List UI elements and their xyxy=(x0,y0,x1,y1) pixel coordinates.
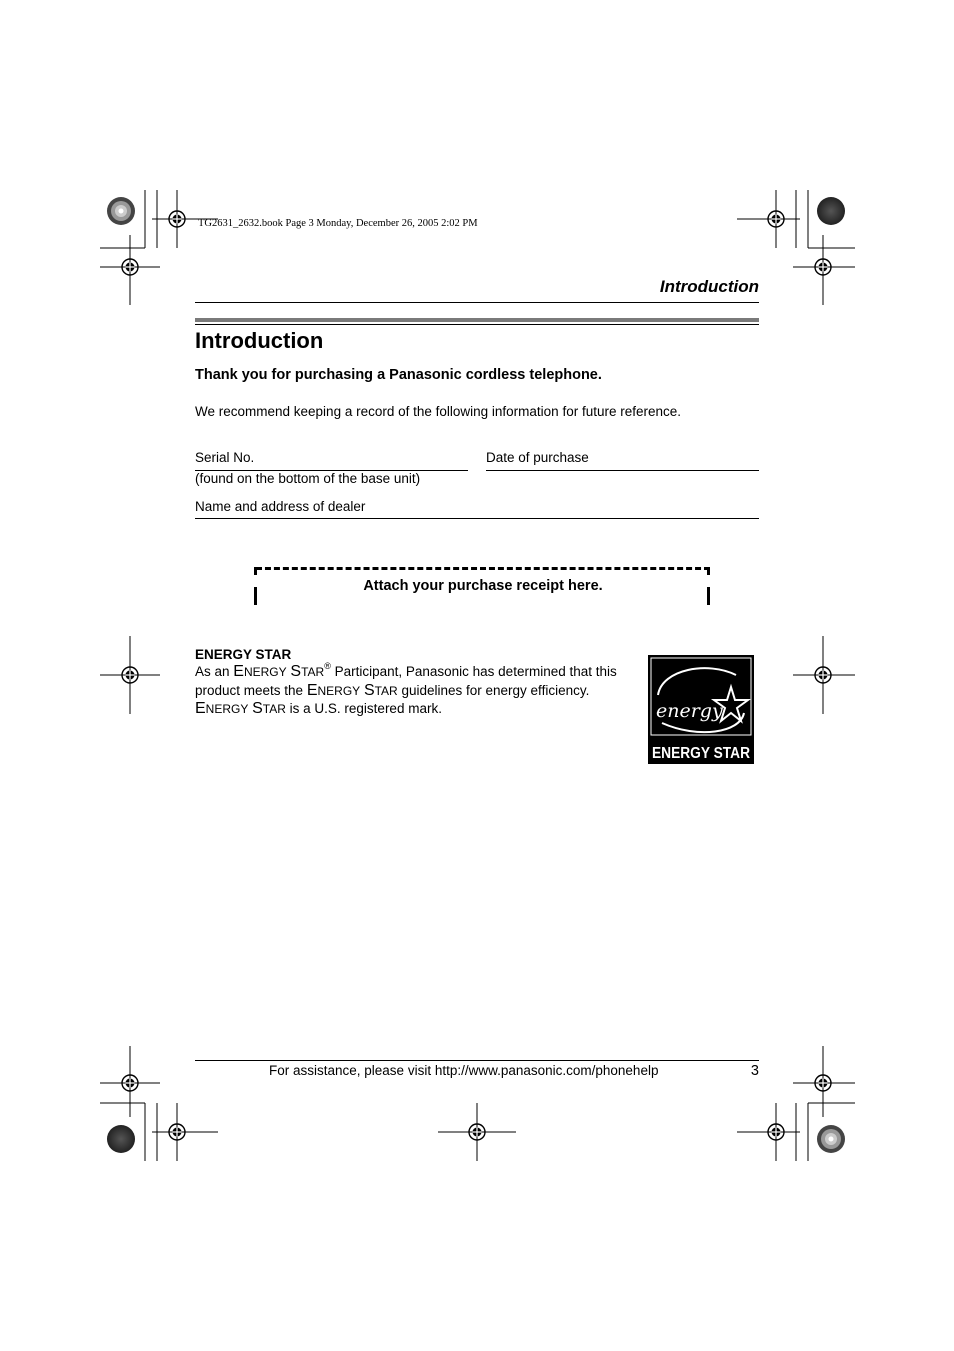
serial-label: Serial No. xyxy=(195,450,255,465)
energy-star-logo-label: ENERGY STAR xyxy=(652,745,750,762)
receipt-box-right-corner xyxy=(707,567,710,575)
running-head: Introduction xyxy=(659,277,759,296)
header-rule xyxy=(195,302,759,303)
dealer-label: Name and address of dealer xyxy=(195,499,366,514)
page-number: 3 xyxy=(750,1063,759,1079)
date-line xyxy=(486,470,759,471)
section-rule xyxy=(195,318,759,322)
page-title: Introduction xyxy=(195,328,324,353)
energy-star-logo xyxy=(648,655,754,764)
thanks-text: Thank you for purchasing a Panasonic cordless telephone. xyxy=(195,367,602,383)
date-label: Date of purchase xyxy=(486,450,589,465)
footer-rule xyxy=(195,1060,759,1061)
printer-slug-line: TG2631_2632.book Page 3 Monday, December 26, 2005 2:02 PM xyxy=(198,218,478,229)
recommend-text: We recommend keeping a record of the following information for future reference. xyxy=(195,404,681,419)
energy-star-body: As an ENERGY STAR® Participant, Panasonic has determined that this product meets the ENERGY STAR guidelines for energy efficiency. ENERGY STAR is a U.S. registered mark. xyxy=(195,661,617,717)
serial-note: (found on the bottom of the base unit) xyxy=(195,471,421,486)
dealer-line xyxy=(195,518,759,519)
energy-script-text: energy xyxy=(656,700,723,722)
assistance-text: For assistance, please visit http://www.panasonic.com/phonehelp xyxy=(269,1063,659,1078)
receipt-box-left-corner xyxy=(254,567,257,575)
section-rule-thin xyxy=(195,324,759,325)
receipt-label: Attach your purchase receipt here. xyxy=(363,578,603,594)
energy-star-heading: ENERGY STAR xyxy=(195,647,292,662)
